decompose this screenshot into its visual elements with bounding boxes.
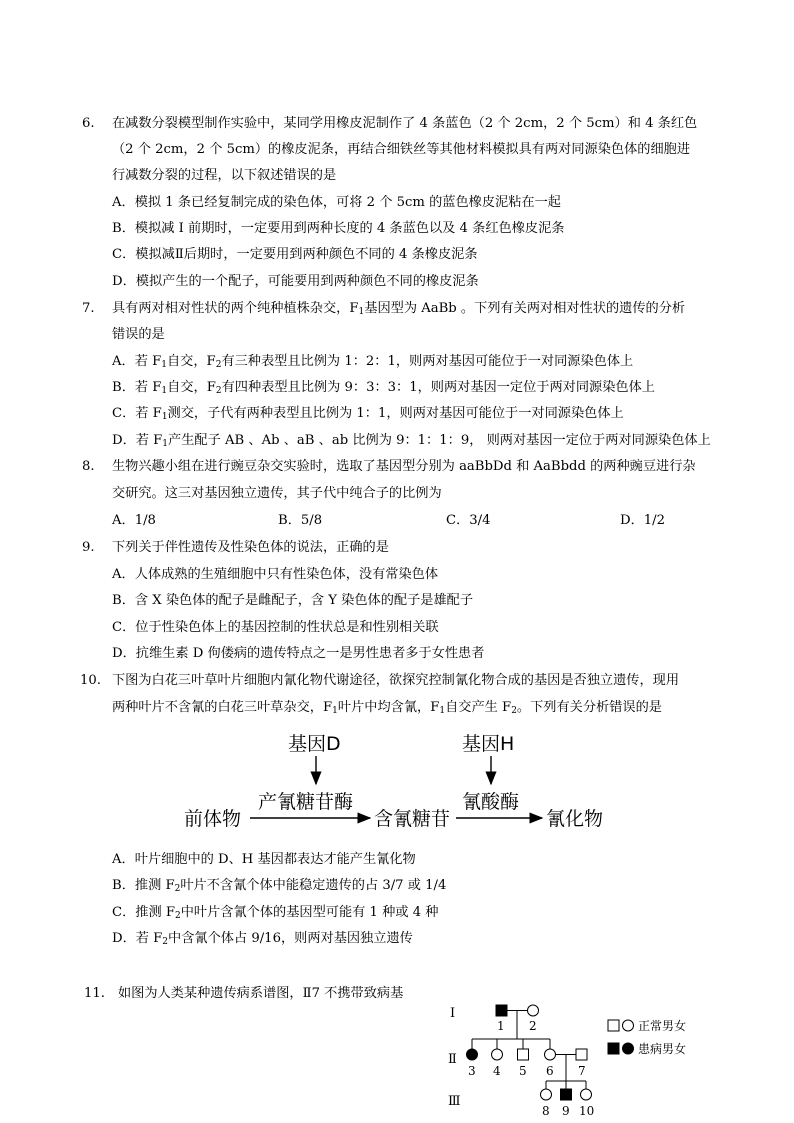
q6-option-d: D．模拟产生的一个配子，可能要用到两种颜色不同的橡皮泥条 bbox=[112, 274, 479, 289]
precursor-label: 前体物 bbox=[184, 808, 242, 830]
individual-4-normal-female bbox=[492, 1049, 503, 1060]
cyanide-pathway-diagram bbox=[170, 728, 620, 838]
q6-option-a: A．模拟 1 条已经复制完成的染色体，可将 2 个 5cm 的蓝色橡皮泥粘在一起 bbox=[112, 195, 561, 210]
q10-option-d: D．若 $F_2$中含氰个体占 9/16，则两对基因独立遗传 bbox=[112, 931, 413, 947]
individual-8-id: 8 bbox=[542, 1104, 550, 1118]
individual-1-affected-male bbox=[496, 1005, 507, 1016]
individual-8-normal-female bbox=[541, 1089, 552, 1100]
enzyme2-label: 氰酸酶 bbox=[462, 791, 520, 813]
q11-stem-line1: 如图为人类某种遗传病系谱图，Ⅱ7 不携带致病基 bbox=[118, 986, 404, 1001]
individual-3-affected-female bbox=[467, 1049, 478, 1060]
individual-2-normal-female bbox=[528, 1005, 539, 1016]
legend-affected-label: 患病男女 bbox=[638, 1042, 687, 1056]
individual-5-id: 5 bbox=[519, 1064, 527, 1078]
q11-number: 11. bbox=[84, 986, 105, 1001]
q7-stem-line2: 错误的是 bbox=[112, 327, 165, 342]
q7-option-c: C．若 $F_1$测交，子代有两种表型且比例为 1：1，则两对基因可能位于一对同源染色体上 bbox=[112, 406, 624, 422]
q7-option-a: A．若 $F_1$自交，$F_2$有三种表型且比例为 1：2：1，则两对基因可能位于一对同源染色体上 bbox=[112, 354, 634, 370]
q6-stem-line2: （2 个 2cm，2 个 5cm）的橡皮泥条，再结合细铁丝等其他材料模拟具有两对同源染色体的细胞进 bbox=[112, 142, 691, 157]
q9-option-b: B．含 X 染色体的配子是雌配子，含 Y 染色体的配子是雄配子 bbox=[112, 593, 474, 608]
individual-10-normal-female bbox=[581, 1089, 592, 1100]
q8-option-d: D．1/2 bbox=[620, 513, 665, 528]
q6-option-b: B．模拟减 I 前期时，一定要用到两种长度的 4 条蓝色以及 4 条红色橡皮泥条 bbox=[112, 221, 565, 236]
enzyme1-label: 产氰糖苷酶 bbox=[258, 791, 354, 813]
generation-1-label: Ⅰ bbox=[450, 1006, 456, 1021]
legend-normal-male-symbol bbox=[608, 1020, 619, 1031]
q6-stem-line3: 行减数分裂的过程，以下叙述错误的是 bbox=[112, 168, 337, 183]
q8-option-c: C．3/4 bbox=[446, 513, 491, 528]
pedigree-chart bbox=[440, 995, 710, 1120]
intermediate-label: 含氰糖苷 bbox=[374, 808, 451, 830]
individual-5-normal-male bbox=[518, 1049, 529, 1060]
individual-6-normal-female bbox=[545, 1049, 556, 1060]
q8-number: 8. bbox=[82, 459, 95, 474]
gene-d-label: 基因D bbox=[288, 733, 341, 755]
generation-3-label: Ⅲ bbox=[448, 1094, 461, 1109]
generation-2-label: Ⅱ bbox=[448, 1052, 457, 1067]
q8-stem-line2: 交研究。这三对基因独立遗传，其子代中纯合子的比例为 bbox=[112, 486, 442, 501]
individual-9-id: 9 bbox=[562, 1104, 570, 1118]
q6-stem-line1: 在减数分裂模型制作实验中，某同学用橡皮泥制作了 4 条蓝色（2 个 2cm，2 个 5cm）和 4 条红色 bbox=[112, 116, 698, 131]
individual-10-id: 10 bbox=[579, 1104, 595, 1118]
gene-h-label: 基因H bbox=[462, 733, 515, 755]
legend-affected-female-symbol bbox=[623, 1043, 634, 1054]
q10-option-b: B．推测 $F_2$叶片不含氰个体中能稳定遗传的占 3/7 或 1/4 bbox=[112, 878, 447, 894]
q9-option-d: D．抗维生素 D 佝偻病的遗传特点之一是男性患者多于女性患者 bbox=[112, 646, 485, 661]
q8-option-b: B．5/8 bbox=[278, 513, 323, 528]
individual-1-id: 1 bbox=[497, 1019, 505, 1033]
q6-number: 6. bbox=[82, 116, 95, 131]
individual-6-id: 6 bbox=[546, 1064, 554, 1078]
q9-option-c: C．位于性染色体上的基因控制的性状总是和性别相关联 bbox=[112, 620, 439, 635]
individual-7-id: 7 bbox=[578, 1064, 586, 1078]
individual-9-affected-male bbox=[561, 1089, 572, 1100]
q9-stem-line1: 下列关于伴性遗传及性染色体的说法，正确的是 bbox=[112, 540, 389, 555]
individual-7-normal-male bbox=[576, 1049, 587, 1060]
legend-normal-label: 正常男女 bbox=[638, 1019, 687, 1033]
product-label: 氰化物 bbox=[546, 808, 604, 830]
q10-stem-line1: 下图为白花三叶草叶片细胞内氰化物代谢途径，欲探究控制氰化物合成的基因是否独立遗传，现用 bbox=[112, 673, 680, 688]
q10-option-c: C．推测 $F_2$中叶片含氰个体的基因型可能有 1 种或 4 种 bbox=[112, 905, 439, 921]
individual-4-id: 4 bbox=[493, 1064, 501, 1078]
q7-stem-line1: 具有两对相对性状的两个纯种植株杂交，$F_1$基因型为 AaBb 。下列有关两对相对性状的遗传的分析 bbox=[112, 301, 686, 317]
q7-option-d: D．若 $F_1$产生配子 AB 、Ab 、aB 、ab 比例为 9：1：1：9， 则两对基因一定位于两对同源染色体上 bbox=[112, 433, 711, 449]
q8-stem-line1: 生物兴趣小组在进行豌豆杂交实验时，选取了基因型分别为 aaBbDd 和 AaBbdd 的两种豌豆进行杂 bbox=[112, 459, 696, 474]
individual-2-id: 2 bbox=[529, 1019, 537, 1033]
legend-affected-male-symbol bbox=[608, 1043, 619, 1054]
q10-option-a: A．叶片细胞中的 D、H 基因都表达才能产生氰化物 bbox=[112, 852, 416, 867]
q9-number: 9. bbox=[82, 540, 95, 555]
q8-option-a: A．1/8 bbox=[112, 513, 156, 528]
individual-3-id: 3 bbox=[468, 1064, 476, 1078]
legend-normal-female-symbol bbox=[623, 1020, 634, 1031]
q7-number: 7. bbox=[82, 301, 95, 316]
q10-number: 10. bbox=[80, 673, 101, 688]
q10-stem-line2: 两种叶片不含氰的白花三叶草杂交，$F_1$叶片中均含氰，$F_1$自交产生 $F_2$。下列有关分析错误的是 bbox=[112, 700, 662, 716]
q9-option-a: A．人体成熟的生殖细胞中只有性染色体，没有常染色体 bbox=[112, 567, 439, 582]
q7-option-b: B．若 $F_1$自交，$F_2$有四种表型且比例为 9：3：3：1，则两对基因一定位于两对同源染色体上 bbox=[112, 380, 655, 396]
q6-option-c: C．模拟减Ⅱ后期时，一定要用到两种颜色不同的 4 条橡皮泥条 bbox=[112, 247, 478, 262]
